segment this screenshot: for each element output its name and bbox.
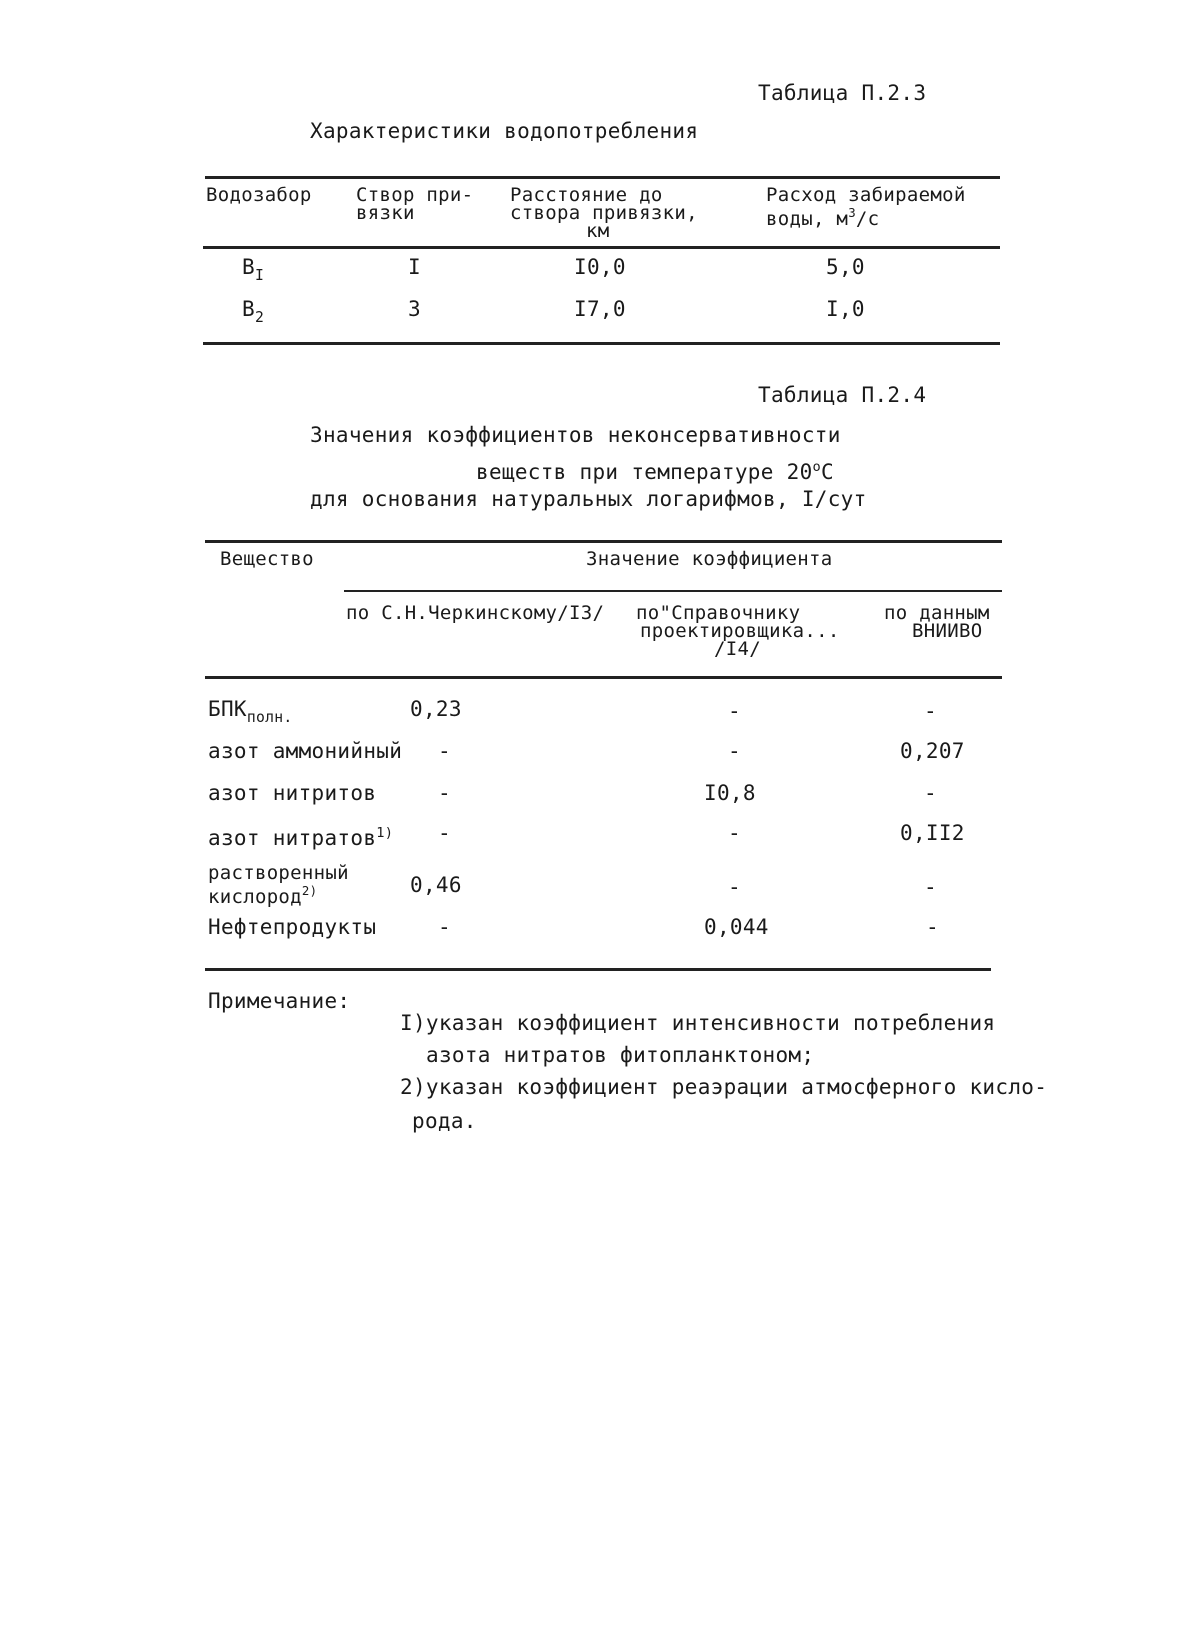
table2-row4-c1: - [438,821,451,845]
note1-line2: азота нитратов фитопланктоном; [426,1043,815,1067]
table1-title: Характеристики водопотребления [310,119,699,143]
note1-line1: I)указан коэффициент интенсивности потребления [400,1011,996,1035]
table1-row1-distance: I0,0 [574,255,626,279]
table1-row2-intake: $В_2$ [242,297,265,326]
table2-row1-c1: 0,23 [410,697,462,721]
note2-line1: 2)указан коэффициент реаэрации атмосферного кисло- [400,1075,1048,1099]
table1-row2-flow: I,0 [826,297,865,321]
table2-row6-c2: 0,044 [704,915,769,939]
table2-row4-c3: 0,II2 [900,821,965,845]
table1-header-flow-l2: воды, $м^3/с$ [766,206,880,230]
table2-row2-c2: - [728,739,741,763]
table2-bottom-rule [205,968,991,971]
table2-row5-name-l2: кислород$^{2)}$ [208,884,318,908]
table2-row5-c2: - [728,875,741,899]
table1-row1-intake: $В_I$ [242,255,265,284]
table2-header-vniivo-l2: ВНИИВО [912,620,983,642]
table2-header-substance: Вещество [220,548,314,570]
table2-header-vniivo-l1: по данным [884,602,990,624]
table1-row2-section: 3 [408,297,421,321]
table2-row4-name: азот нитратов$^{1)}$ [208,825,394,850]
table1-label: Таблица П.2.3 [758,81,927,105]
table2-row6-c3: - [926,915,939,939]
table1-header-distance-l2: створа привязки, [510,202,698,224]
table2-top-rule [205,540,1002,543]
table2-row6-c1: - [438,915,451,939]
table2-row3-name: азот нитритов [208,781,377,805]
table2-row3-c3: - [924,781,937,805]
table1-header-flow-l1: Расход забираемой [766,184,966,206]
table1-row2-distance: I7,0 [574,297,626,321]
table2-row6-name: Нефтепродукты [208,915,377,939]
table1-row1-section: I [408,255,421,279]
table2-header-cherkinsky: по С.Н.Черкинскому/I3/ [346,602,605,624]
table2-title-line3: для основания натуральных логарифмов, I/сут [310,487,867,511]
table2-row1-name: $БПК_{полн.}$ [208,697,293,726]
table2-header-group: Значение коэффициента [586,548,833,570]
note2-line2: рода. [412,1109,477,1133]
table2-row3-c2: I0,8 [704,781,756,805]
table2-row5-c3: - [924,875,937,899]
table2-header-handbook-l2: проектировщика... [640,620,840,642]
table1-top-rule [205,176,1000,179]
table2-title-line1: Значения коэффициентов неконсервативности [310,423,841,447]
table2-header-handbook-l1: по"Справочнику [636,602,801,624]
table2-row1-c2: - [728,699,741,723]
table2-row5-c1: 0,46 [410,873,462,897]
table2-row3-c1: - [438,781,451,805]
table1-row1-flow: 5,0 [826,255,865,279]
table1-header-section-l1: Створ при- [356,184,474,206]
table2-row2-c3: 0,207 [900,739,965,763]
table2-row1-c3: - [924,699,937,723]
table2-label: Таблица П.2.4 [758,383,927,407]
table1-header-rule [203,246,1000,249]
notes-heading: Примечание: [208,989,351,1013]
table1-bottom-rule [203,342,1000,345]
table2-header-rule [205,676,1002,679]
table2-header-handbook-l3: /I4/ [714,638,761,660]
table1-header-section-l2: вязки [356,202,415,224]
table1-header-intake: Водозабор [206,184,312,206]
table2-row2-name: азот аммонийный [208,739,403,763]
table1-header-distance-l3: км [586,220,610,242]
table2-row2-c1: - [438,739,451,763]
table2-group-rule [344,590,1002,592]
table1-header-distance-l1: Расстояние до [510,184,663,206]
table2-row5-name-l1: растворенный [208,862,349,884]
table2-title-line2: веществ при температуре $20^оС$ [476,459,834,484]
table2-row4-c2: - [728,821,741,845]
